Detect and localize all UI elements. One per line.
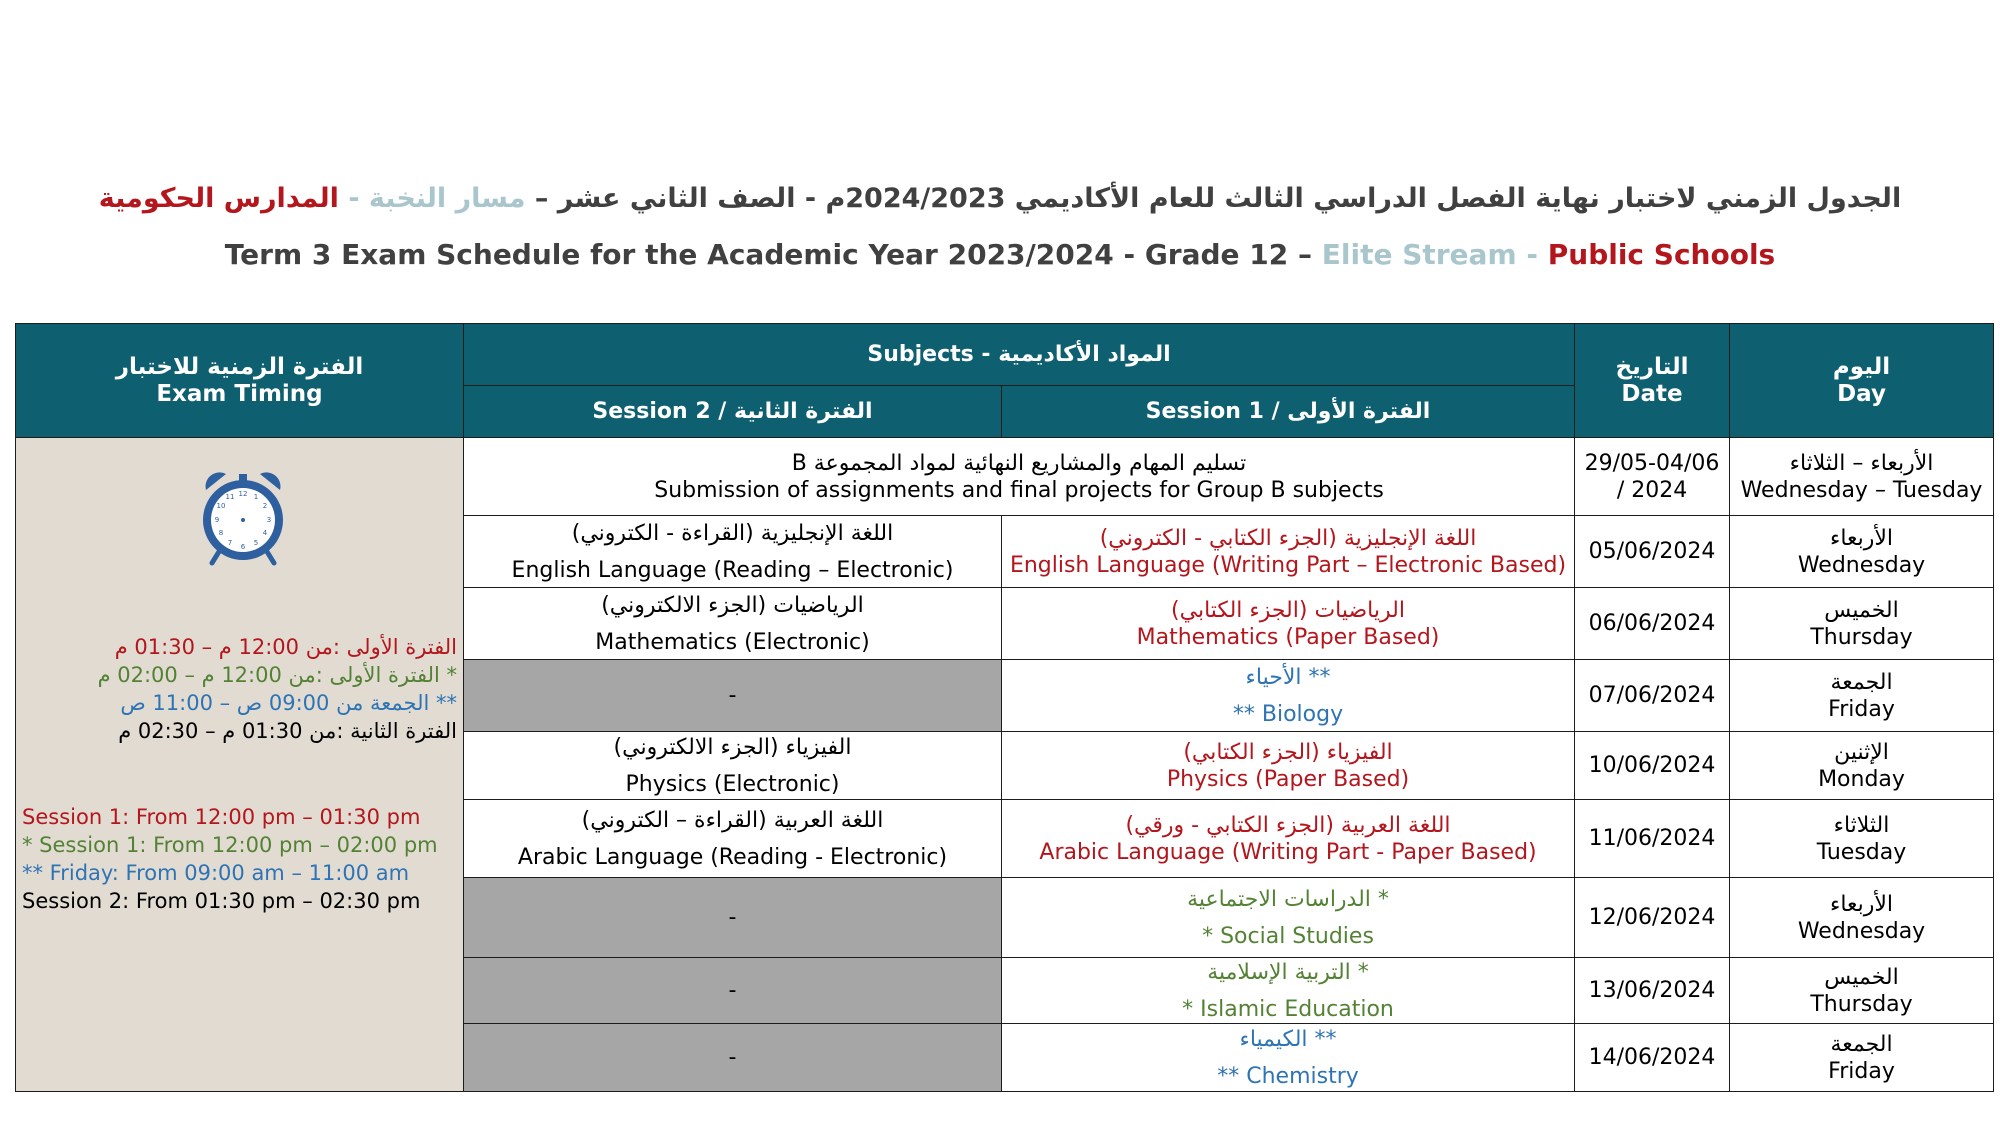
timing-arabic-notes	[98, 633, 457, 745]
day-en: Tuesday	[1816, 839, 1907, 865]
date-text: 05/06/2024	[1588, 539, 1716, 564]
day-ar: الثلاثاء	[1833, 812, 1890, 838]
date-cell	[1575, 588, 1730, 660]
session-1-ar: اللغة العربية (الجزء الكتابي - ورقي)	[1125, 812, 1451, 838]
svg-text:12: 12	[238, 490, 248, 498]
session-1-ar: * الدراسات الاجتماعية	[1187, 886, 1389, 912]
submission-en: Submission of assignments and final projects for Group B subjects	[654, 477, 1384, 503]
day-en: Thursday	[1810, 624, 1913, 650]
session-1-en: ** Biology	[1232, 701, 1344, 727]
svg-text:10: 10	[216, 502, 226, 510]
empty-dash: -	[728, 978, 737, 1003]
timing-ar-friday: ** الجمعة من 09:00 ص – 11:00 ص	[120, 691, 457, 715]
day-cell	[1730, 732, 1994, 800]
session-1-en: Physics (Paper Based)	[1166, 766, 1410, 792]
session-1-cell	[1002, 1024, 1575, 1092]
timing-en-session1: Session 1: From 12:00 pm – 01:30 pm	[22, 805, 421, 829]
day-cell	[1730, 878, 1994, 958]
svg-text:2: 2	[262, 502, 268, 510]
session-1-en: * Social Studies	[1202, 923, 1374, 949]
date-cell	[1575, 516, 1730, 588]
date-cell	[1575, 1024, 1730, 1092]
date-cell	[1575, 438, 1730, 516]
header-date	[1575, 324, 1730, 438]
header-day-ar: اليوم	[1832, 353, 1891, 380]
day-cell	[1730, 800, 1994, 878]
header-session-1	[1002, 386, 1575, 438]
header-timing-ar: الفترة الزمنية للاختبار	[115, 353, 364, 380]
day-ar: الإثنين	[1834, 739, 1889, 765]
session-2-cell	[464, 588, 1002, 660]
date-text: 14/06/2024	[1588, 1045, 1716, 1070]
session-2-empty-cell	[464, 660, 1002, 732]
session-1-cell	[1002, 588, 1575, 660]
timing-ar-session1-star: * الفترة الأولى :من 12:00 م – 02:00 م	[97, 663, 457, 687]
session-1-cell	[1002, 958, 1575, 1024]
day-cell	[1730, 516, 1994, 588]
day-en: Friday	[1828, 1058, 1895, 1084]
title-english-main: Term 3 Exam Schedule for the Academic Year 2023/2024 - Grade 12 –	[224, 238, 1312, 271]
date-cell	[1575, 732, 1730, 800]
svg-text:4: 4	[262, 529, 268, 537]
date-text: 06/06/2024	[1588, 611, 1716, 636]
session-2-en: Mathematics (Electronic)	[595, 629, 870, 655]
day-ar: الجمعة	[1830, 669, 1893, 695]
session-1-en: * Islamic Education	[1182, 996, 1394, 1022]
session-2-empty-cell	[464, 878, 1002, 958]
session-1-ar: الرياضيات (الجزء الكتابي)	[1171, 597, 1405, 623]
empty-dash: -	[728, 1045, 737, 1070]
title-arabic	[0, 183, 2000, 214]
title-english-stream: Elite Stream -	[1321, 238, 1538, 271]
empty-dash: -	[728, 905, 737, 930]
alarm-clock-icon	[198, 468, 288, 566]
date-text: 11/06/2024	[1588, 826, 1716, 851]
session-1-en: English Language (Writing Part – Electronic Based)	[1009, 552, 1567, 578]
date-text: 29/05-04/06 / 2024	[1584, 450, 1720, 503]
day-en: Friday	[1828, 696, 1895, 722]
session-2-en: English Language (Reading – Electronic)	[511, 557, 954, 583]
header-date-en: Date	[1621, 380, 1683, 407]
day-cell	[1730, 1024, 1994, 1092]
table-row	[16, 438, 1994, 516]
date-cell	[1575, 958, 1730, 1024]
session-2-cell	[464, 800, 1002, 878]
session-2-en: Arabic Language (Reading - Electronic)	[517, 844, 948, 870]
session-2-cell	[464, 732, 1002, 800]
day-ar: الأربعاء	[1829, 525, 1894, 551]
session-1-cell	[1002, 660, 1575, 732]
date-cell	[1575, 878, 1730, 958]
day-cell	[1730, 438, 1994, 516]
session-2-ar: اللغة العربية (القراءة – الكتروني)	[581, 807, 884, 833]
session-1-en: Mathematics (Paper Based)	[1136, 624, 1440, 650]
svg-text:8: 8	[218, 529, 224, 537]
day-en: Wednesday	[1797, 918, 1926, 944]
day-en: Thursday	[1810, 991, 1913, 1017]
header-subjects	[464, 324, 1575, 386]
timing-ar-session2: الفترة الثانية :من 01:30 م – 02:30 م	[118, 719, 457, 743]
header-timing-en: Exam Timing	[156, 380, 323, 407]
title-arabic-schools: المدارس الحكومية	[98, 183, 339, 214]
title-english-schools: Public Schools	[1547, 238, 1776, 271]
svg-text:5: 5	[253, 539, 259, 547]
session-2-ar: الفيزياء (الجزء الالكتروني)	[613, 734, 852, 760]
date-text: 12/06/2024	[1588, 905, 1716, 930]
session-1-en: ** Chemistry	[1217, 1063, 1359, 1089]
empty-dash: -	[728, 683, 737, 708]
submission-cell	[464, 438, 1575, 516]
timing-english-notes	[22, 803, 438, 915]
svg-text:1: 1	[253, 493, 259, 501]
date-text: 07/06/2024	[1588, 683, 1716, 708]
session-1-cell	[1002, 878, 1575, 958]
day-en: Wednesday	[1797, 552, 1926, 578]
exam-schedule-table	[15, 323, 1994, 1092]
date-cell	[1575, 800, 1730, 878]
day-cell	[1730, 958, 1994, 1024]
header-day-en: Day	[1837, 380, 1886, 407]
day-ar: الجمعة	[1830, 1031, 1893, 1057]
timing-en-session1-star: * Session 1: From 12:00 pm – 02:00 pm	[22, 833, 438, 857]
svg-text:9: 9	[214, 516, 220, 524]
day-cell	[1730, 588, 1994, 660]
svg-text:6: 6	[240, 543, 246, 551]
session-2-empty-cell	[464, 1024, 1002, 1092]
header-session-2-label: Session 2 / الفترة الثانية	[592, 399, 873, 424]
svg-text:7: 7	[227, 539, 233, 547]
header-day	[1730, 324, 1994, 438]
header-session-2	[464, 386, 1002, 438]
timing-en-session2: Session 2: From 01:30 pm – 02:30 pm	[22, 889, 421, 913]
svg-text:11: 11	[225, 493, 235, 501]
submission-ar: تسليم المهام والمشاريع النهائية لمواد المجموعة B	[791, 450, 1247, 476]
session-2-ar: اللغة الإنجليزية (القراءة - الكتروني)	[571, 520, 894, 546]
day-ar: الخميس	[1824, 964, 1899, 990]
header-session-1-label: Session 1 / الفترة الأولى	[1145, 399, 1431, 424]
session-1-ar: الفيزياء (الجزء الكتابي)	[1183, 739, 1393, 765]
svg-text:3: 3	[266, 516, 272, 524]
exam-timing-panel	[16, 438, 464, 1092]
session-1-cell	[1002, 516, 1575, 588]
header-date-ar: التاريخ	[1615, 353, 1689, 380]
session-2-cell	[464, 516, 1002, 588]
session-1-ar: * التربية الإسلامية	[1207, 959, 1369, 985]
day-ar: الأربعاء – الثلاثاء	[1789, 450, 1934, 476]
day-cell	[1730, 660, 1994, 732]
session-1-cell	[1002, 732, 1575, 800]
session-2-ar: الرياضيات (الجزء الالكتروني)	[601, 592, 864, 618]
timing-ar-session1: الفترة الأولى :من 12:00 م – 01:30 م	[114, 635, 457, 659]
day-en: Wednesday – Tuesday	[1740, 477, 1983, 503]
title-arabic-stream: مسار النخبة -	[348, 183, 526, 214]
date-cell	[1575, 660, 1730, 732]
header-exam-timing	[16, 324, 464, 438]
timing-en-friday: ** Friday: From 09:00 am – 11:00 am	[22, 861, 410, 885]
session-2-empty-cell	[464, 958, 1002, 1024]
day-en: Monday	[1818, 766, 1905, 792]
date-text: 10/06/2024	[1588, 753, 1716, 778]
session-1-ar: ** الأحياء	[1245, 664, 1331, 690]
day-ar: الخميس	[1824, 597, 1899, 623]
session-1-ar: اللغة الإنجليزية (الجزء الكتابي - الكتروني)	[1099, 525, 1477, 551]
session-2-en: Physics (Electronic)	[625, 771, 840, 797]
date-text: 13/06/2024	[1588, 978, 1716, 1003]
title-arabic-main: الجدول الزمني لاختبار نهاية الفصل الدراسي الثالث للعام الأكاديمي 2024/2023م - الصف الثاني عشر –	[534, 183, 1902, 214]
title-english	[0, 238, 2000, 271]
header-subjects-label: Subjects - المواد الأكاديمية	[867, 342, 1171, 367]
session-1-ar: ** الكيمياء	[1239, 1026, 1337, 1052]
day-ar: الأربعاء	[1829, 891, 1894, 917]
session-1-cell	[1002, 800, 1575, 878]
session-1-en: Arabic Language (Writing Part - Paper Based)	[1039, 839, 1537, 865]
